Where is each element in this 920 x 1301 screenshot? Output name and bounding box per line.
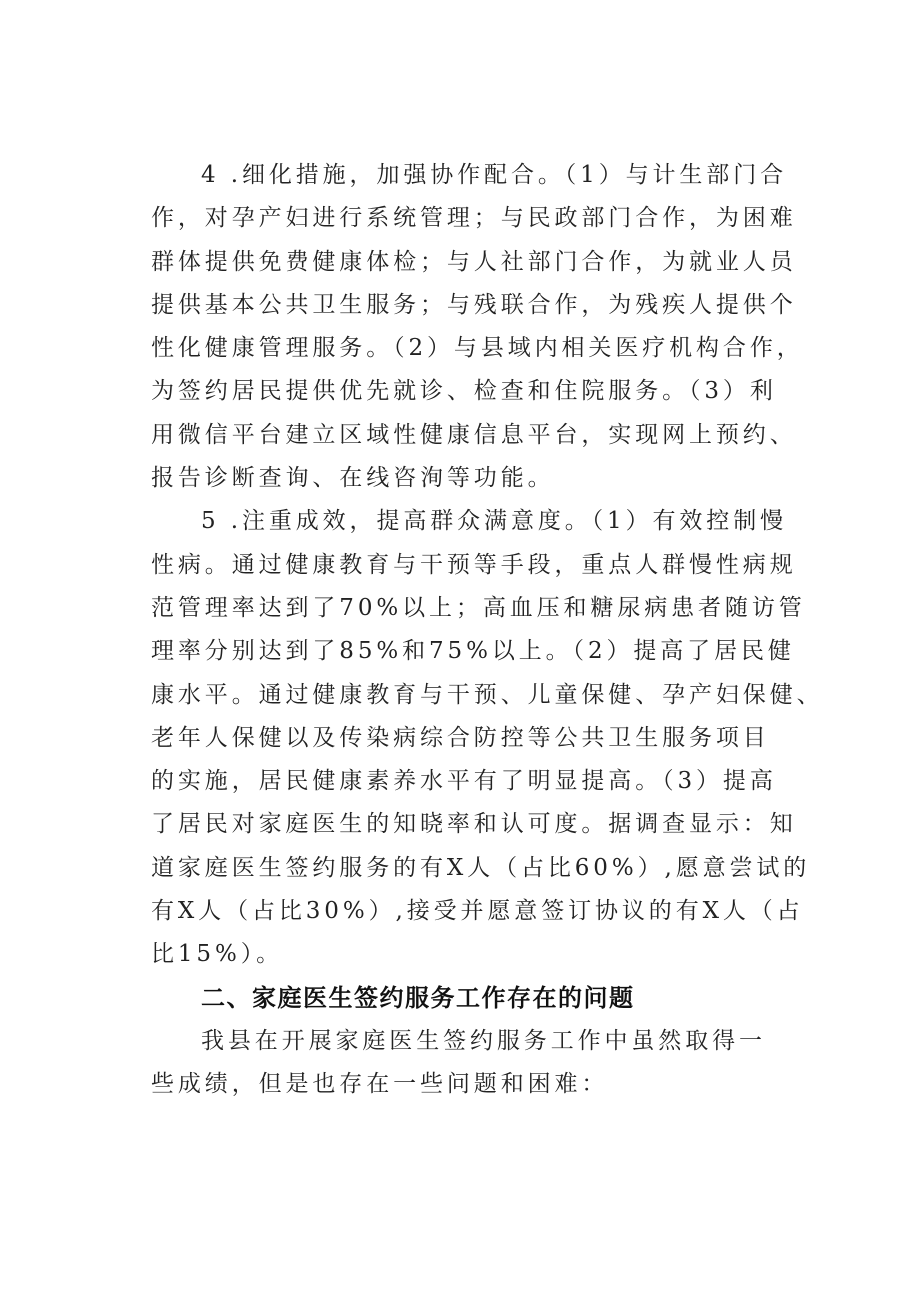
text-line: 比15%）。: [151, 941, 284, 968]
text-line: 性病。通过健康教育与干预等手段，重点人群慢性病规: [151, 551, 797, 578]
text-line: 用微信平台建立区域性健康信息平台，实现网上预约、: [151, 421, 797, 448]
text-line: 了居民对家庭医生的知晓率和认可度。据调查显示：知: [151, 811, 797, 838]
text-line: 范管理率达到了70%以上；高血压和糖尿病患者随访管: [151, 594, 806, 621]
text-line: 我县在开展家庭医生签约服务工作中虽然取得一: [201, 1027, 766, 1054]
paragraph-effectiveness-satisfaction: [151, 500, 824, 976]
text-line: 作，对孕产妇进行系统管理；与民政部门合作，为困难: [151, 205, 797, 232]
text-line: 群体提供免费健康体检；与人社部门合作，为就业人员: [151, 248, 797, 275]
paragraph-measures-cooperation: [151, 154, 804, 500]
text-line: 老年人保健以及传染病综合防控等公共卫生服务项目: [151, 724, 770, 751]
text-line: 5 .注重成效，提高群众满意度。（1）有效控制慢: [201, 508, 787, 535]
text-line: 性化健康管理服务。（2）与县域内相关医疗机构合作，: [151, 335, 804, 362]
text-line: 报告诊断查询、在线咨洵等功能。: [151, 465, 555, 492]
text-line: 些成绩，但是也存在一些问题和困难：: [151, 1071, 609, 1098]
text-line: 4 .细化措施，加强协作配合。（1）与计生部门合: [201, 162, 787, 188]
text-line: 康水平。通过健康教育与干预、儿童保健、孕产妇保健、: [151, 681, 824, 708]
text-line: 有X人（占比30%）,接受并愿意签订协议的有X人（占: [151, 898, 804, 925]
text-line: 理率分别达到了85%和75%以上。（2）提高了居民健: [151, 638, 795, 665]
document-body: [151, 154, 824, 1107]
text-line: 提供基本公共卫生服务；与残联合作，为残疾人提供个: [151, 291, 797, 318]
section-heading: 二、家庭医生签约服务工作存在的问题: [201, 983, 635, 1012]
text-line: 为签约居民提供优先就诊、检查和住院服务。（3）利: [151, 378, 777, 405]
paragraph-problems-intro: [151, 1020, 781, 1107]
text-line: 的实施，居民健康素养水平有了明显提高。（3）提高: [151, 768, 777, 795]
text-line: 道家庭医生签约服务的有X人（占比60%）,愿意尝试的: [151, 854, 811, 881]
